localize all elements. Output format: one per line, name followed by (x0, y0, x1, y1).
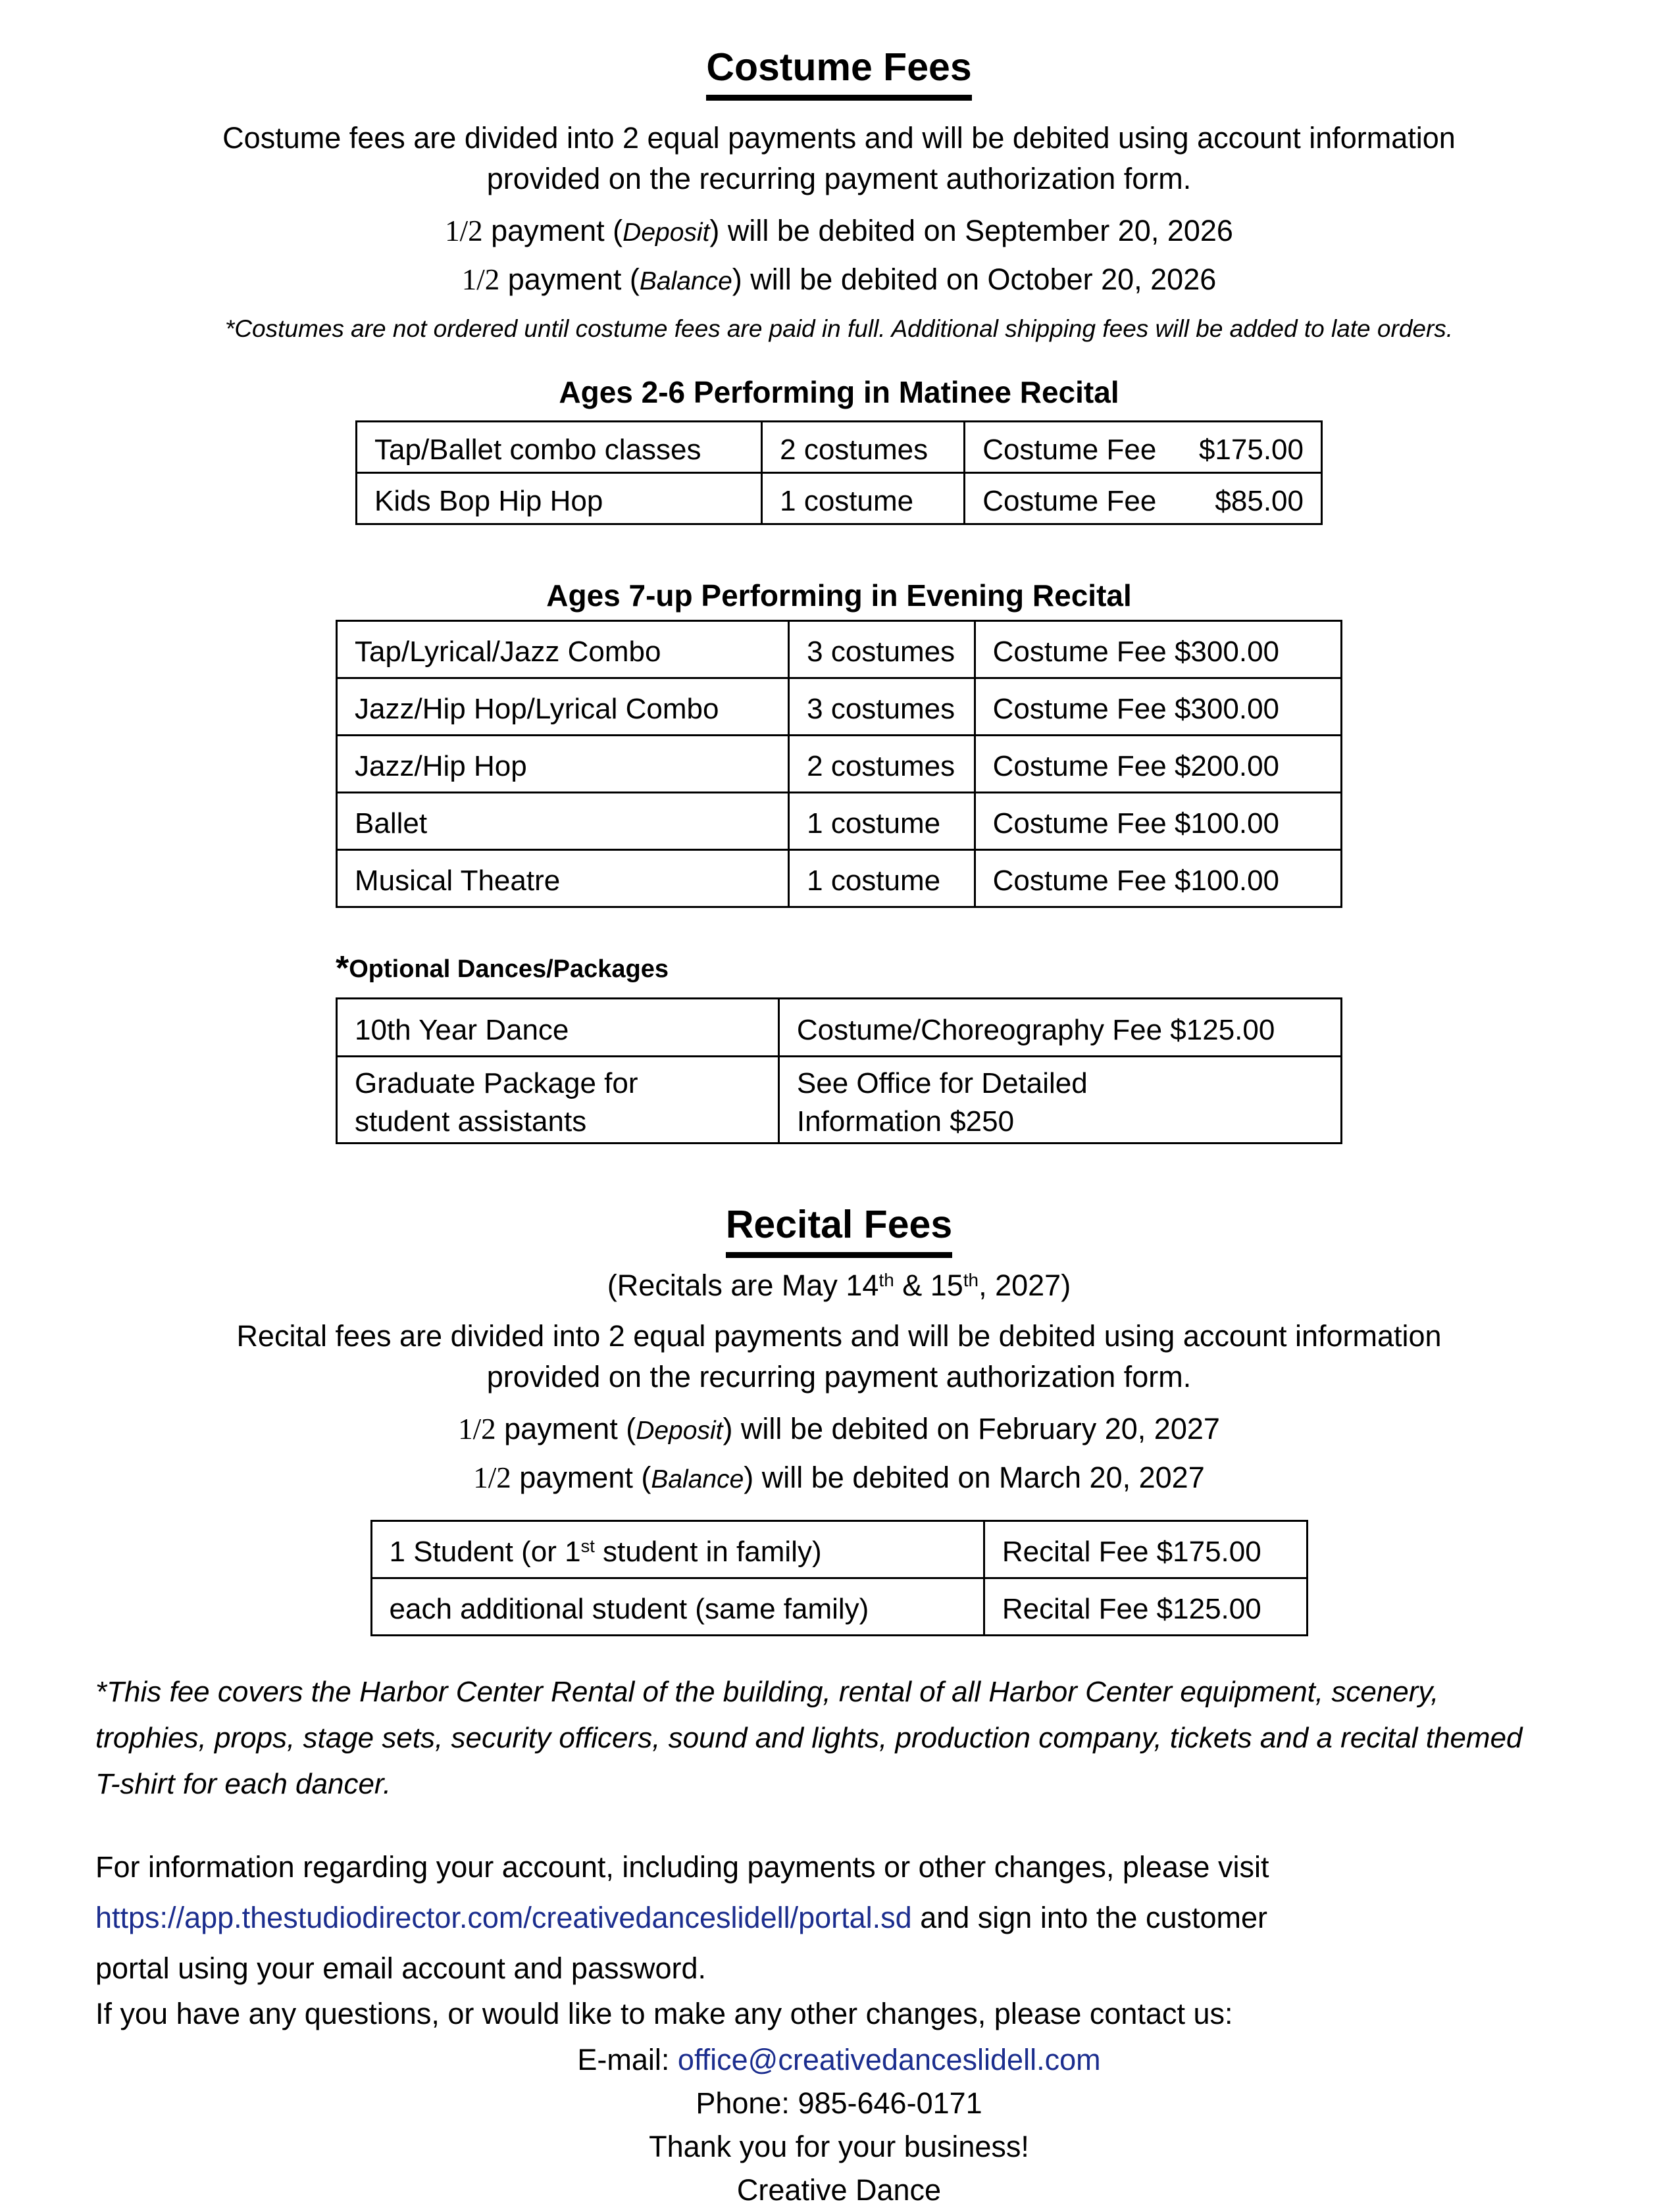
costume-count-cell: 3 costumes (789, 621, 975, 678)
thank-you-line: Thank you for your business! (649, 2130, 1029, 2163)
costume-intro-line-1: Costume fees are divided into 2 equal payments and will be debited using account information (222, 121, 1456, 155)
recital-intro-line-2: provided on the recurring payment authorization form. (486, 1360, 1192, 1394)
package-name-cell: 10th Year Dance (337, 999, 779, 1057)
fraction: 1/2 (458, 1413, 496, 1445)
table-row (337, 621, 1342, 678)
costume-count-cell: 2 costumes (789, 736, 975, 793)
matinee-recital-heading: Ages 2-6 Performing in Matinee Recital (559, 375, 1119, 409)
recital-intro-line-1: Recital fees are divided into 2 equal payments and will be debited using account information (236, 1319, 1442, 1353)
costume-fee-cell: Costume Fee $300.00 (975, 678, 1341, 736)
table-row (337, 793, 1342, 850)
questions-line: If you have any questions, or would like to make any other changes, please contact us: (95, 1997, 1233, 2030)
table-row (371, 1578, 1307, 1636)
table-row (337, 736, 1342, 793)
evening-fee-table (336, 620, 1342, 908)
costume-fee-cell: Costume Fee $100.00 (975, 850, 1341, 907)
package-name-cell: Graduate Package for student assistants (337, 1057, 779, 1144)
fraction: 1/2 (461, 263, 500, 296)
costume-fee-cell: Costume Fee $175.00 (965, 422, 1322, 473)
recital-fee-note: *This fee covers the Harbor Center Rental of the building, rental of all Harbor Center equipment, scenery, trophies, props, stage sets, security officers, sound and lights, production company, tickets and a recital themed T-shirt for each dancer. (95, 1676, 1523, 1800)
table-row (337, 678, 1342, 736)
costume-fees-title-text: Costume Fees (706, 45, 971, 101)
costume-intro-line-2: provided on the recurring payment authorization form. (486, 162, 1192, 195)
table-row (337, 1057, 1342, 1144)
costume-deposit-line: 1/2 payment (Deposit) will be debited on September 20, 2026 (445, 214, 1233, 247)
student-cell: each additional student (same family) (371, 1578, 984, 1636)
table-row (357, 473, 1322, 524)
class-name-cell: Tap/Lyrical/Jazz Combo (337, 621, 789, 678)
costume-count-cell: 1 costume (789, 850, 975, 907)
class-name-cell: Jazz/Hip Hop (337, 736, 789, 793)
costume-footnote: *Costumes are not ordered until costume fees are paid in full. Additional shipping fees will be added to late orders. (224, 315, 1454, 342)
matinee-fee-table (355, 420, 1323, 525)
recital-fees-title-text: Recital Fees (726, 1202, 952, 1258)
account-info-paragraph: For information regarding your account, including payments or other changes, please visit https://app.thestudiodirector.com/creativedanceslidell/portal.sd and sign into the customer portal using your email account and password. (95, 1850, 1269, 1985)
recital-dates-subtitle: (Recitals are May 14th & 15th, 2027) (607, 1269, 1071, 1302)
phone-line: Phone: 985-646-0171 (696, 2086, 982, 2120)
class-name-cell: Kids Bop Hip Hop (357, 473, 762, 524)
evening-recital-heading: Ages 7-up Performing in Evening Recital (546, 578, 1132, 613)
optional-fee-table (336, 997, 1342, 1144)
costume-count-cell: 1 costume (789, 793, 975, 850)
costume-fee-cell: Costume Fee $300.00 (975, 621, 1341, 678)
package-fee-cell: Costume/Choreography Fee $125.00 (778, 999, 1341, 1057)
costume-fees-title (95, 45, 1583, 101)
costume-balance-line: 1/2 payment (Balance) will be debited on October 20, 2026 (461, 263, 1217, 296)
table-row (337, 850, 1342, 907)
optional-packages-section (336, 949, 1342, 1144)
class-name-cell: Tap/Ballet combo classes (357, 422, 762, 473)
email-line: E-mail: office@creativedanceslidell.com (577, 2043, 1101, 2076)
costume-fee-cell: Costume Fee $200.00 (975, 736, 1341, 793)
table-row (371, 1521, 1307, 1578)
fraction: 1/2 (473, 1461, 511, 1494)
class-name-cell: Musical Theatre (337, 850, 789, 907)
class-name-cell: Ballet (337, 793, 789, 850)
signature-line: Creative Dance (736, 2173, 942, 2207)
fraction: 1/2 (445, 214, 483, 247)
recital-fee-table (370, 1520, 1308, 1636)
deposit-word: Deposit (636, 1417, 723, 1445)
balance-word: Balance (639, 267, 732, 295)
balance-word: Balance (651, 1465, 744, 1494)
portal-link[interactable]: https://app.thestudiodirector.com/creativedanceslidell/portal.sd (95, 1901, 912, 1934)
table-row (357, 422, 1322, 473)
deposit-word: Deposit (623, 218, 710, 247)
recital-deposit-line: 1/2 payment (Deposit) will be debited on February 20, 2027 (458, 1412, 1220, 1445)
costume-count-cell: 2 costumes (762, 422, 965, 473)
asterisk: * (336, 949, 349, 988)
recital-balance-line: 1/2 payment (Balance) will be debited on March 20, 2027 (473, 1461, 1205, 1494)
package-fee-cell: See Office for Detailed Information $250 (778, 1057, 1341, 1144)
costume-count-cell: 3 costumes (789, 678, 975, 736)
costume-fee-cell: Costume Fee $100.00 (975, 793, 1341, 850)
costume-fee-cell: Costume Fee $85.00 (965, 473, 1322, 524)
email-link[interactable]: office@creativedanceslidell.com (677, 2043, 1101, 2076)
costume-count-cell: 1 costume (762, 473, 965, 524)
recital-fee-cell: Recital Fee $175.00 (984, 1521, 1307, 1578)
class-name-cell: Jazz/Hip Hop/Lyrical Combo (337, 678, 789, 736)
optional-packages-heading: *Optional Dances/Packages (336, 949, 669, 988)
recital-fees-title (95, 1202, 1583, 1258)
recital-fee-cell: Recital Fee $125.00 (984, 1578, 1307, 1636)
student-cell: 1 Student (or 1st student in family) (371, 1521, 984, 1578)
table-row (337, 999, 1342, 1057)
